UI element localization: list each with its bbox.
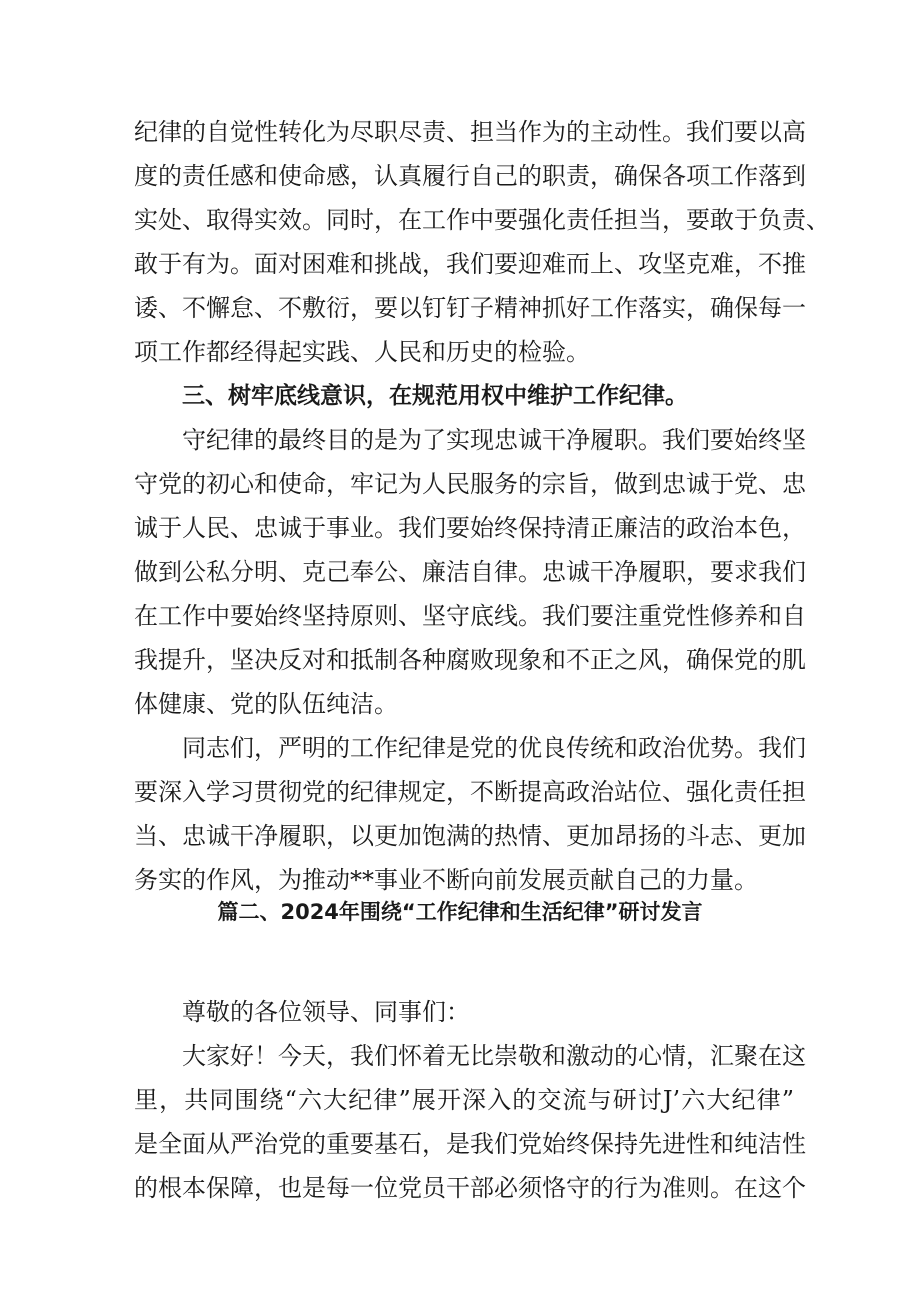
text-line: 诿、不懈怠、不敷衍，要以钉钉子精神抓好工作落实，确保每一: [134, 294, 806, 322]
text-line: 实处、取得实效。同时，在工作中要强化责任担当，要敢于负责、: [134, 206, 830, 234]
text-line: 做到公私分明、克己奉公、廉洁自律。忠诚干净履职，要求我们: [134, 558, 806, 586]
text-line: 守纪律的最终目的是为了实现忠诚干净履职。我们要始终坚: [182, 426, 806, 454]
text-line: 的根本保障，也是每一位党员干部必须恪守的行为准则。在这个: [134, 1174, 806, 1202]
greeting: 尊敬的各位领导、同事们：: [182, 998, 470, 1026]
text-line: 务实的作风，为推动**事业不断向前发展贡献自己的力量。: [134, 866, 758, 894]
text-line: 敢于有为。面对困难和挑战，我们要迎难而上、攻坚克难，不推: [134, 250, 806, 278]
text-line: 在工作中要始终坚持原则、坚守底线。我们要注重党性修养和自: [134, 602, 806, 630]
text-line: 体健康、党的队伍纯洁。: [134, 690, 398, 718]
text-line: 诚于人民、忠诚于事业。我们要始终保持清正廉洁的政治本色，: [134, 514, 806, 542]
section-title: 篇二、2024年围绕“工作纪律和生活纪律”研讨发言: [217, 900, 703, 924]
text-line: 同志们，严明的工作纪律是党的优良传统和政治优势。我们: [182, 734, 806, 762]
text-line: 要深入学习贯彻党的纪律规定，不断提高政治站位、强化责任担: [134, 778, 806, 806]
text-line: 里，共同围绕“六大纪律”展开深入的交流与研讨J’六大纪律”: [134, 1086, 794, 1114]
text-line: 当、忠诚干净履职，以更加饱满的热情、更加昂扬的斗志、更加: [134, 822, 806, 850]
text-line: 是全面从严治党的重要基石，是我们党始终保持先进性和纯洁性: [134, 1130, 806, 1158]
text-line: 我提升，坚决反对和抵制各种腐败现象和不正之风，确保党的肌: [134, 646, 806, 674]
text-line: 项工作都经得起实践、人民和历史的检验。: [134, 338, 590, 366]
text-line: 守党的初心和使命，牢记为人民服务的宗旨，做到忠诚于党、忠: [134, 470, 806, 498]
text-line: 大家好！今天，我们怀着无比崇敬和激动的心情，汇聚在这: [182, 1042, 806, 1070]
subheading: 三、树牢底线意识，在规范用权中维护工作纪律。: [182, 383, 688, 409]
text-line: 度的责任感和使命感，认真履行自己的职责，确保各项工作落到: [134, 162, 806, 190]
text-line: 纪律的自觉性转化为尽职尽责、担当作为的主动性。我们要以高: [134, 118, 806, 146]
